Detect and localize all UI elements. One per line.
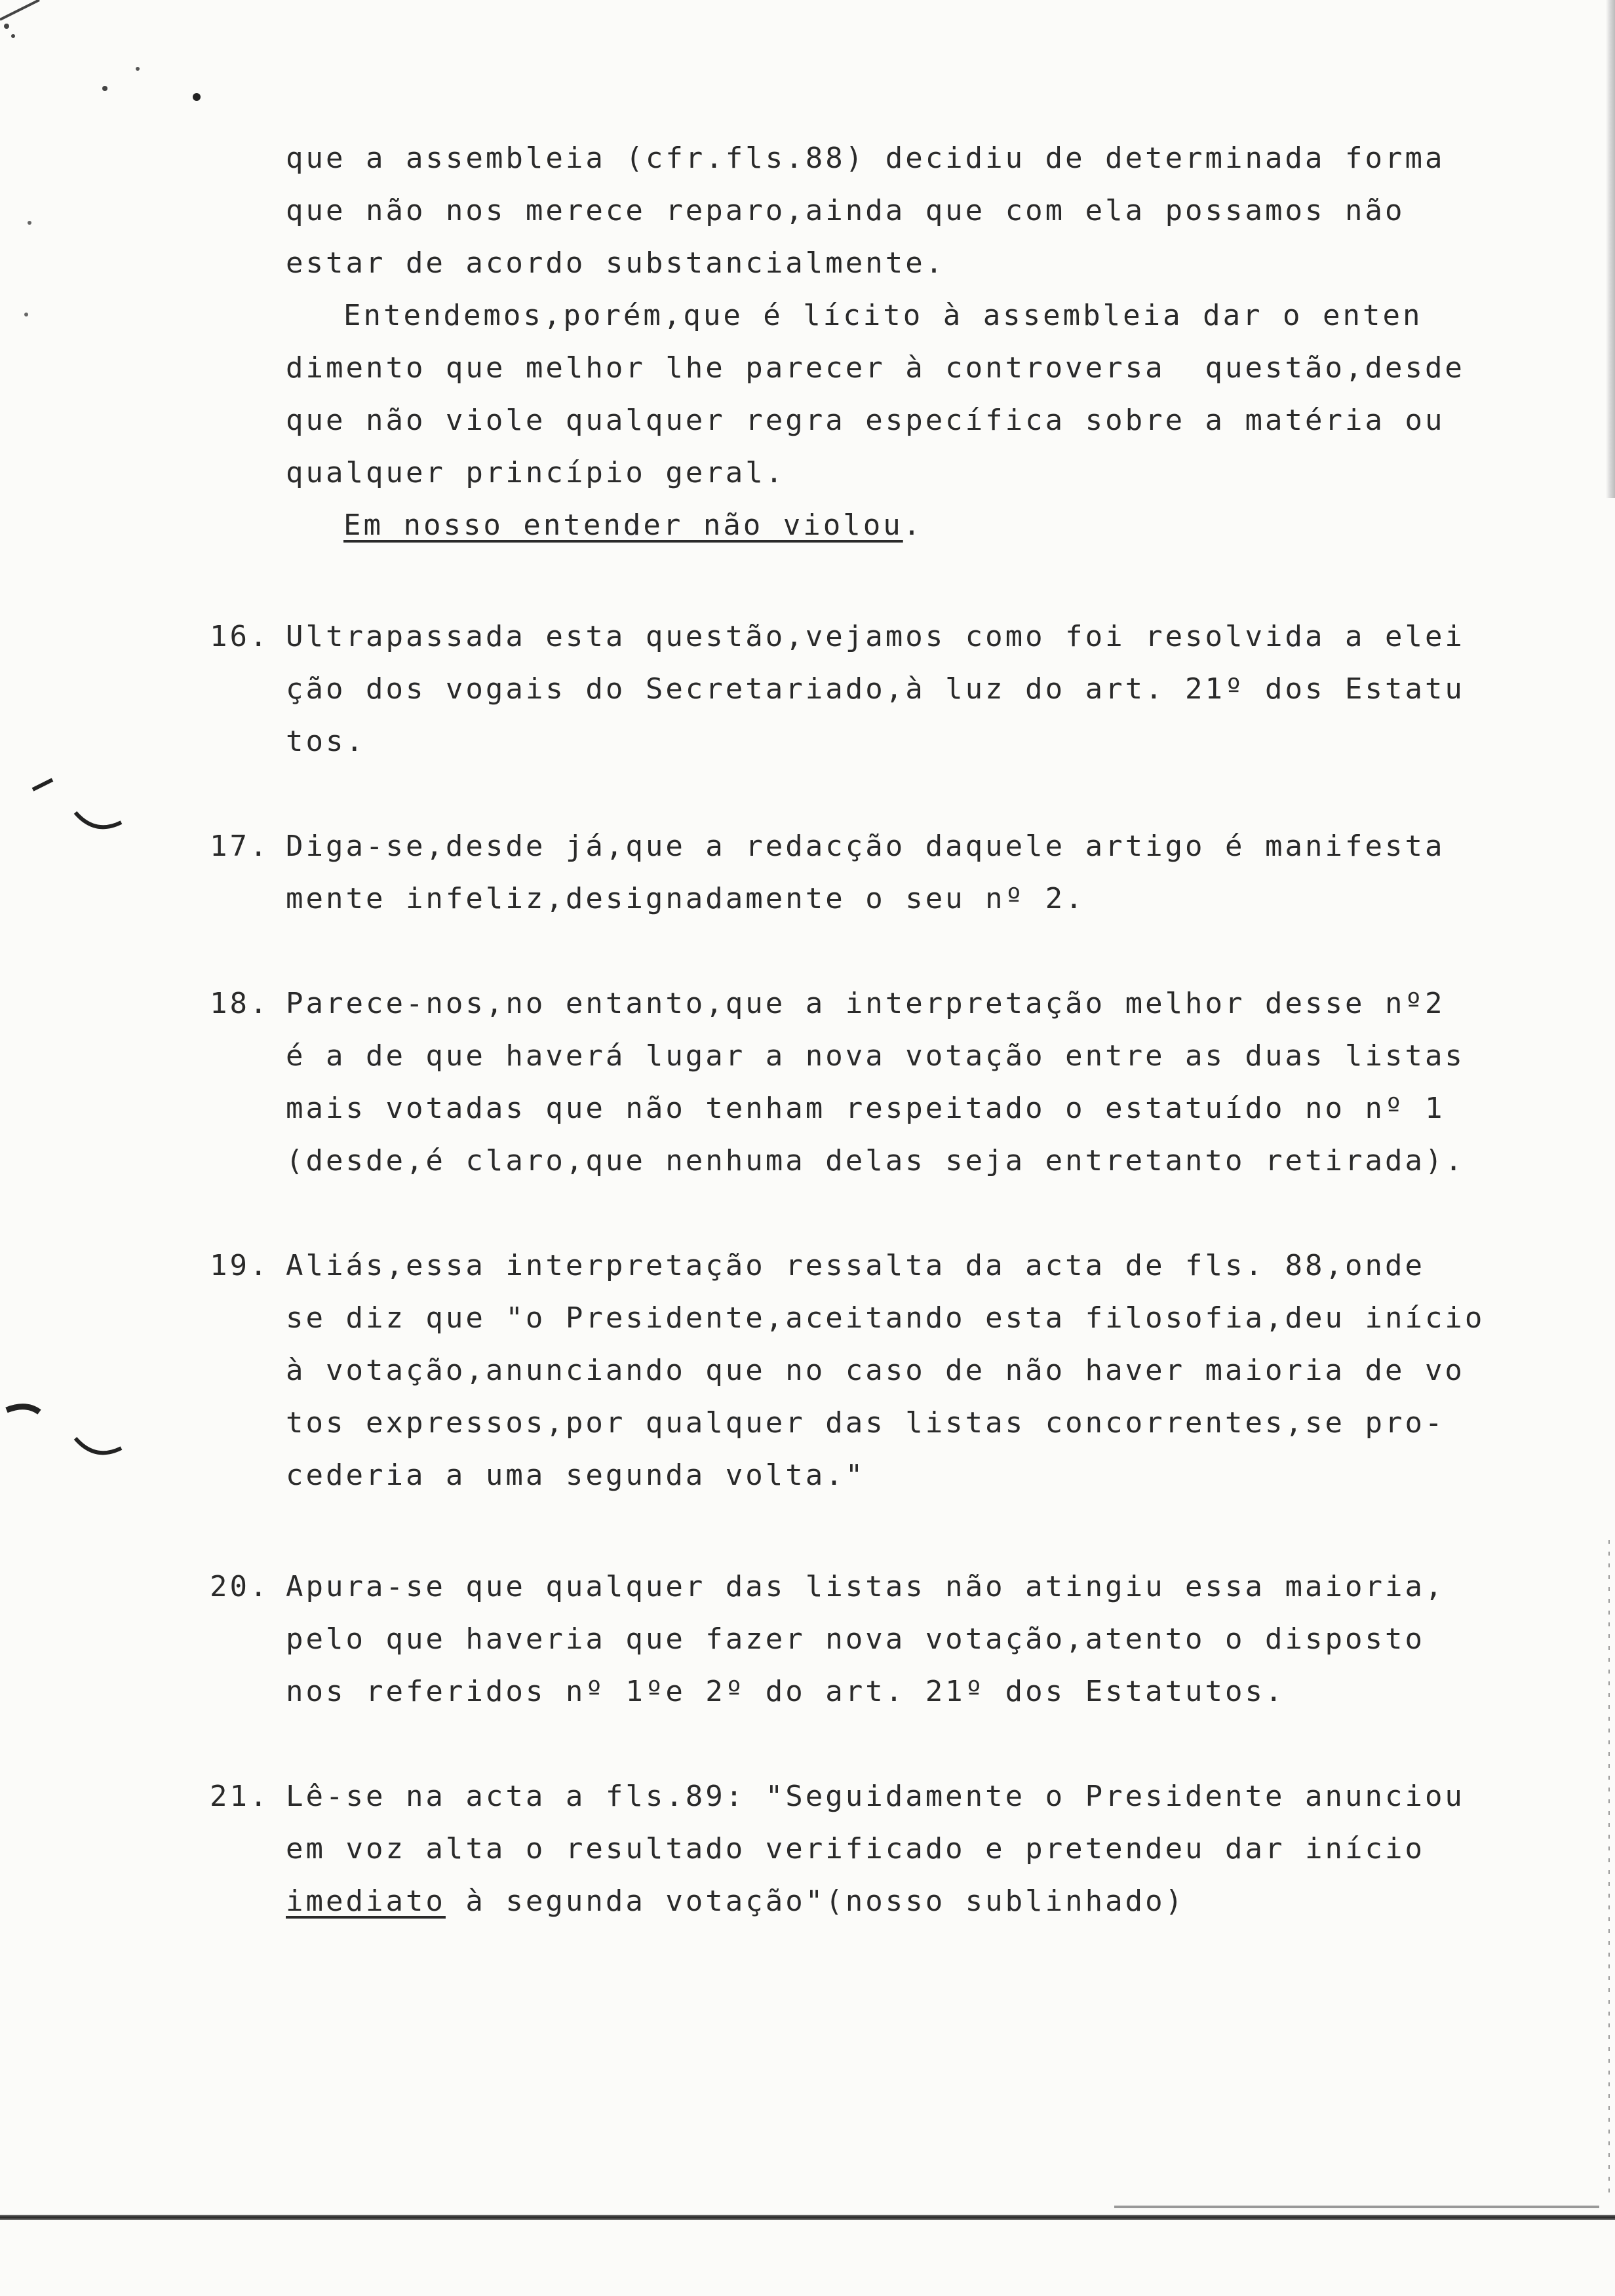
paragraph-line: tos. xyxy=(286,725,366,758)
paragraph-line-rest: à segunda votação"(nosso sublinhado) xyxy=(445,1885,1186,1918)
paragraph-number: 19. xyxy=(210,1249,270,1282)
paragraph-line: à votação,anunciando que no caso de não haver maioria de vo xyxy=(286,1354,1465,1387)
intro-line: Entendemos,porém,que é lícito à assembleia dar o enten xyxy=(343,299,1423,332)
paragraph-line: Diga-se,desde já,que a redacção daquele artigo é manifesta xyxy=(286,830,1445,863)
paragraph-number: 20. xyxy=(210,1570,270,1603)
paragraph-line: em voz alta o resultado verificado e pretendeu dar início xyxy=(286,1832,1425,1866)
paragraph-line: cederia a uma segunda volta." xyxy=(286,1459,866,1492)
paragraph-line: pelo que haveria que fazer nova votação,atento o disposto xyxy=(286,1622,1425,1656)
intro-line: que não viole qualquer regra específica sobre a matéria ou xyxy=(286,404,1445,437)
paragraph-line: ção dos vogais do Secretariado,à luz do art. 21º dos Estatu xyxy=(286,672,1465,706)
paragraph-line: mais votadas que não tenham respeitado o estatuído no nº 1 xyxy=(286,1092,1445,1125)
underlined-text: imediato xyxy=(286,1885,446,1918)
paragraph-number: 16. xyxy=(210,620,270,653)
intro-line: que a assembleia (cfr.fls.88) decidiu de determinada forma xyxy=(286,142,1445,175)
scan-edge xyxy=(1606,0,1615,498)
intro-line: dimento que melhor lhe parecer à controversa questão,desde xyxy=(286,351,1465,385)
scan-rule-upper xyxy=(1114,2206,1599,2208)
underlined-text: Em nosso entender não violou xyxy=(343,508,903,542)
paragraph-number: 17. xyxy=(210,830,270,863)
paragraph-line: Parece-nos,no entanto,que a interpretação melhor desse nº2 xyxy=(286,987,1445,1020)
intro-line: qualquer princípio geral. xyxy=(286,456,786,489)
intro-tail: . xyxy=(903,508,924,542)
scan-marks xyxy=(0,0,210,1507)
paragraph-line: Aliás,essa interpretação ressalta da acta de fls. 88,onde xyxy=(286,1249,1425,1282)
paragraph-line: Apura-se que qualquer das listas não atingiu essa maioria, xyxy=(286,1570,1445,1603)
intro-line: estar de acordo substancialmente. xyxy=(286,246,946,280)
paragraph-number: 18. xyxy=(210,987,270,1020)
paragraph-line: tos expressos,por qualquer das listas concorrentes,se pro- xyxy=(286,1406,1445,1440)
bottom-rule xyxy=(0,2215,1615,2220)
scan-edge-dots xyxy=(1608,1540,1610,2195)
paragraph-number: 21. xyxy=(210,1780,270,1813)
intro-line: que não nos merece reparo,ainda que com ela possamos não xyxy=(286,194,1405,227)
paragraph-line: Ultrapassada esta questão,vejamos como foi resolvida a elei xyxy=(286,620,1465,653)
paragraph-line: (desde,é claro,que nenhuma delas seja entretanto retirada). xyxy=(286,1144,1465,1177)
paragraph-line: se diz que "o Presidente,aceitando esta filosofia,deu início xyxy=(286,1301,1485,1335)
paragraph-line xyxy=(286,1882,1185,1921)
paragraph-line: nos referidos nº 1ºe 2º do art. 21º dos Estatutos. xyxy=(286,1675,1285,1708)
paragraph-line: é a de que haverá lugar a nova votação entre as duas listas xyxy=(286,1039,1465,1073)
intro-conclusion xyxy=(343,506,923,545)
paragraph-line: mente infeliz,designadamente o seu nº 2. xyxy=(286,882,1085,915)
paragraph-line: Lê-se na acta a fls.89: "Seguidamente o Presidente anunciou xyxy=(286,1780,1465,1813)
